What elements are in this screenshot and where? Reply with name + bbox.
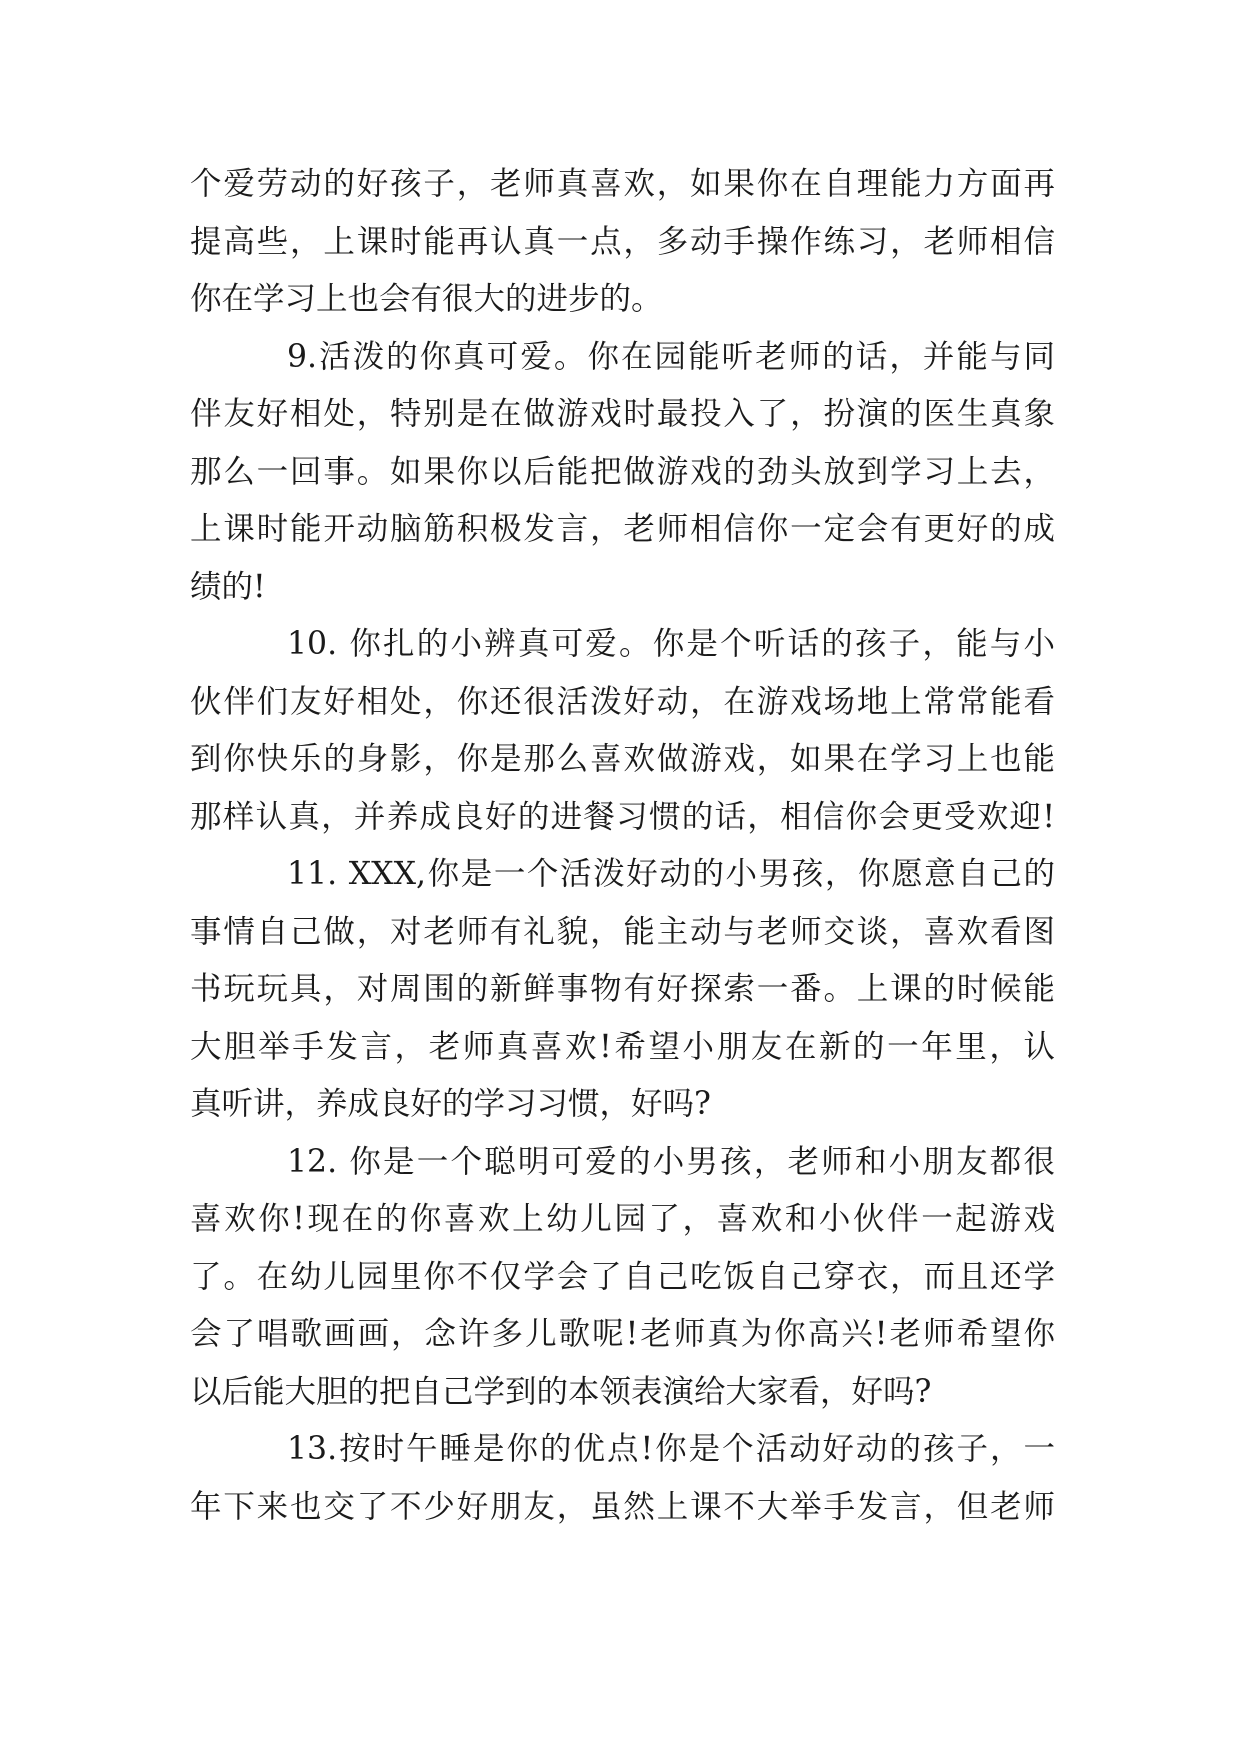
paragraph-first-line: 11. XXX,你是一个活泼好动的小男孩，你愿意自己的	[287, 856, 1055, 892]
text-line: 绩的!	[190, 568, 266, 605]
text-line: 伴友好相处，特别是在做游戏时最投入了，扮演的医生真象	[190, 396, 1055, 432]
paragraph-first-line: 9.活泼的你真可爱。你在园能听老师的话，并能与同	[287, 338, 1055, 375]
text-line: 了。在幼儿园里你不仅学会了自己吃饭自己穿衣，而且还学	[190, 1258, 1055, 1295]
text-line: 那样认真，并养成良好的进餐习惯的话，相信你会更受欢迎!	[190, 798, 1055, 835]
text-line: 上课时能开动脑筋积极发言，老师相信你一定会有更好的成	[190, 511, 1055, 547]
text-line: 大胆举手发言，老师真喜欢!希望小朋友在新的一年里，认	[190, 1028, 1055, 1065]
paragraph-first-line: 12. 你是一个聪明可爱的小男孩，老师和小朋友都很	[287, 1143, 1055, 1180]
text-line: 提高些，上课时能再认真一点，多动手操作练习，老师相信	[190, 223, 1055, 260]
text-line: 伙伴们友好相处，你还很活泼好动，在游戏场地上常常能看	[190, 683, 1055, 720]
text-line: 年下来也交了不少好朋友，虽然上课不大举手发言，但老师	[190, 1488, 1055, 1525]
text-line: 会了唱歌画画，念许多儿歌呢!老师真为你高兴!老师希望你	[190, 1316, 1055, 1352]
paragraph-first-line: 10. 你扎的小辨真可爱。你是个听话的孩子，能与小	[287, 626, 1055, 662]
text-line: 以后能大胆的把自己学到的本领表演给大家看，好吗?	[190, 1373, 932, 1410]
text-line: 喜欢你!现在的你喜欢上幼儿园了，喜欢和小伙伴一起游戏	[190, 1201, 1055, 1237]
paragraph-first-line: 13.按时午睡是你的优点!你是个活动好动的孩子，一	[287, 1431, 1055, 1467]
text-line: 到你快乐的身影，你是那么喜欢做游戏，如果在学习上也能	[190, 741, 1055, 777]
text-line: 书玩玩具，对周围的新鲜事物有好探索一番。上课的时候能	[190, 971, 1055, 1007]
text-line: 你在学习上也会有很大的进步的。	[190, 281, 663, 317]
document-body	[190, 156, 1055, 1536]
text-line: 真听讲，养成良好的学习习惯，好吗?	[190, 1086, 711, 1122]
text-line: 事情自己做，对老师有礼貌，能主动与老师交谈，喜欢看图	[190, 913, 1055, 950]
text-line: 那么一回事。如果你以后能把做游戏的劲头放到学习上去，	[190, 453, 1055, 490]
text-line: 个爱劳动的好孩子，老师真喜欢，如果你在自理能力方面再	[190, 166, 1055, 202]
